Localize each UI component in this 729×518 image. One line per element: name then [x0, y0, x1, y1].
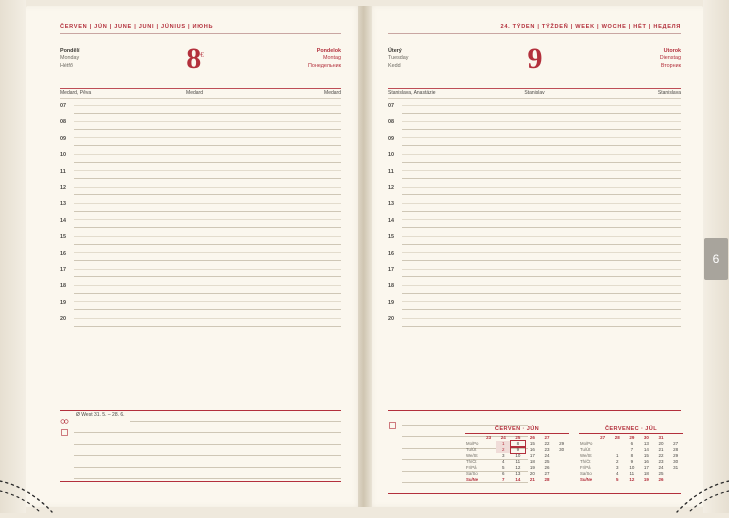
hour-line [402, 145, 681, 146]
half-hour-line [74, 154, 341, 155]
hour-line [402, 244, 681, 245]
hour-row[interactable]: 08 [60, 118, 341, 134]
half-hour-line [74, 105, 341, 106]
note-line [74, 467, 341, 468]
nameday-row-left: Medard, Pěva Medard Medard [60, 90, 341, 96]
hour-line [74, 194, 341, 195]
hour-row[interactable]: 12 [60, 184, 341, 200]
mini-row: Th/Čt 2 9 16 23 30 [580, 459, 679, 464]
hour-row[interactable]: 11 [60, 168, 341, 184]
mini-row: Fr/Pá 3 10 17 24 31 [580, 465, 679, 470]
hour-line [402, 326, 681, 327]
note-line [130, 421, 341, 422]
header-language-strip-left: ČERVEN | JÚN | JUNE | JUNI | JÚNIUS | ИЮНЬ [60, 24, 214, 30]
mini-calendar-title: ČERVEN · JÚN [465, 426, 569, 434]
hour-line [402, 211, 681, 212]
sunrise-row [60, 413, 341, 424]
hour-row[interactable]: 09 [388, 135, 681, 151]
month-thumb-tab[interactable] [704, 238, 728, 280]
hour-line [402, 194, 681, 195]
hour-row[interactable]: 13 [60, 200, 341, 216]
half-hour-line [402, 187, 681, 188]
book-gutter [358, 6, 372, 507]
half-hour-line [402, 219, 681, 220]
hour-line [402, 276, 681, 277]
hour-line [74, 326, 341, 327]
weekday-names-left-col-right-page: Úterý Tuesday Kedd [388, 48, 409, 69]
hour-row[interactable]: 07 [60, 102, 341, 118]
hour-line [402, 309, 681, 310]
mini-calendar-table [579, 435, 683, 483]
footer-rule-top-left [60, 410, 341, 411]
mini-row: Mo/Po 6 13 20 27 [580, 441, 679, 446]
header-rule-left [60, 33, 341, 34]
notepad-icon [60, 424, 69, 433]
mini-row-sunday: Su/Ne 5 12 19 26 [580, 477, 664, 482]
half-hour-line [402, 318, 681, 319]
note-row[interactable] [60, 470, 341, 481]
hour-row[interactable]: 09 [60, 135, 341, 151]
hour-line [74, 309, 341, 310]
hour-line [402, 260, 681, 261]
mini-calendars [465, 426, 683, 483]
half-hour-line [74, 252, 341, 253]
hour-line [402, 178, 681, 179]
half-hour-line [402, 137, 681, 138]
mini-row: Sa/So 6 13 20 27 [466, 471, 550, 476]
hour-line [74, 244, 341, 245]
hour-row[interactable]: 18 [60, 282, 341, 298]
hour-line [74, 145, 341, 146]
mini-row: Tu/Út 2 9 16 23 30 [466, 447, 565, 452]
hour-line [402, 293, 681, 294]
half-hour-line [74, 170, 341, 171]
mini-row: Tu/Út 7 14 21 28 [580, 447, 679, 452]
mini-row: Fr/Pá 5 12 19 26 [466, 465, 550, 470]
half-hour-line [74, 187, 341, 188]
nameday-row-right: Stanislava, Anastázie Stanislav Stanislava [388, 90, 681, 96]
mini-row: We/St 3 10 17 24 [466, 453, 550, 458]
hour-row[interactable]: 07 [388, 102, 681, 118]
note-row[interactable] [60, 436, 341, 447]
hour-line [74, 129, 341, 130]
hour-line [74, 113, 341, 114]
hour-row[interactable]: 16 [60, 250, 341, 266]
hour-line [402, 162, 681, 163]
mini-row: Sa/So 4 11 18 25 [580, 471, 664, 476]
half-hour-line [74, 285, 341, 286]
hour-grid-right [388, 102, 681, 331]
hour-line [402, 113, 681, 114]
half-hour-line [402, 154, 681, 155]
half-hour-line [74, 269, 341, 270]
names-rule-top-right [388, 88, 681, 89]
hour-row[interactable]: 20 [60, 315, 341, 331]
hour-row[interactable]: 16 [388, 250, 681, 266]
half-hour-line [74, 236, 341, 237]
hour-line [402, 129, 681, 130]
half-hour-line [402, 105, 681, 106]
names-rule-bottom-right [388, 98, 681, 99]
hour-line [402, 227, 681, 228]
hour-row[interactable]: 15 [60, 233, 341, 249]
weekday-names-right: Utorok Dienstag Вторник [659, 48, 681, 69]
corner-dots-left [0, 479, 60, 513]
corner-dots-right [669, 479, 729, 513]
half-hour-line [402, 203, 681, 204]
mini-calendar-table [465, 435, 569, 483]
note-line [74, 432, 341, 433]
mini-calendar-june[interactable] [465, 426, 569, 483]
hour-line [74, 260, 341, 261]
note-line [74, 478, 341, 479]
hour-line [74, 178, 341, 179]
cover-edge-left [0, 0, 26, 513]
hour-row[interactable]: 14 [388, 217, 681, 233]
footer-rule-bottom-left [60, 481, 341, 482]
hour-row[interactable]: 13 [388, 200, 681, 216]
weekday-names-right-col-left-page: Pondelok Montag Понедельник [308, 48, 341, 69]
page-left [26, 6, 363, 507]
mini-calendar-title: ČERVENEC · JÚL [579, 426, 683, 434]
hour-line [74, 211, 341, 212]
sun-icon [60, 413, 69, 422]
names-rule-bottom-left [60, 98, 341, 99]
note-line [74, 444, 341, 445]
hour-row[interactable]: 15 [388, 233, 681, 249]
half-hour-line [74, 301, 341, 302]
half-hour-line [402, 301, 681, 302]
footer-rule-top-right [388, 410, 681, 411]
half-hour-line [402, 252, 681, 253]
note-row[interactable] [60, 424, 341, 435]
notepad-icon [388, 417, 397, 426]
note-row[interactable] [60, 447, 341, 458]
month-thumb-label: 6 [712, 252, 720, 266]
note-row[interactable] [60, 459, 341, 470]
hour-row[interactable]: 17 [60, 266, 341, 282]
hour-line [74, 293, 341, 294]
mini-row: Th/Čt 4 11 18 25 [466, 459, 550, 464]
hour-row[interactable]: 11 [388, 168, 681, 184]
hour-grid-left [60, 102, 341, 331]
weekday-names-left: Pondělí Monday Hétfő [60, 48, 80, 69]
footer-notes-left [60, 413, 341, 481]
half-hour-line [74, 121, 341, 122]
mini-week-numbers: 27 28 29 30 31 [600, 435, 664, 440]
mini-row-sunday: Su/Ne 7 14 21 28 [466, 477, 550, 482]
half-hour-line [74, 318, 341, 319]
mini-calendar-july[interactable] [579, 426, 683, 483]
hour-row[interactable]: 20 [388, 315, 681, 331]
day-number-left: 8€ [186, 42, 203, 75]
hour-row[interactable]: 08 [388, 118, 681, 134]
half-hour-line [402, 269, 681, 270]
half-hour-line [402, 236, 681, 237]
mini-row: Mo/Po 1 8 15 22 29 [466, 441, 565, 446]
page-right [366, 6, 703, 507]
hour-line [74, 162, 341, 163]
note-line [74, 455, 341, 456]
hour-line [74, 276, 341, 277]
mini-row: We/St 1 8 15 22 29 [580, 453, 679, 458]
hour-row[interactable]: 10 [60, 151, 341, 167]
half-hour-line [74, 137, 341, 138]
sunrise-text: Ø West 31. 5. – 28. 6. [76, 412, 125, 418]
mini-week-numbers: 23 24 25 26 27 [486, 435, 550, 440]
hour-row[interactable]: 19 [388, 299, 681, 315]
header-week-strip-right: 24. TÝDEN | TÝŽDEŇ | WEEK | WOCHE | HÉT | НЕДЕЛЯ [500, 24, 681, 30]
half-hour-line [74, 203, 341, 204]
hour-row[interactable]: 14 [60, 217, 341, 233]
hour-row[interactable]: 18 [388, 282, 681, 298]
half-hour-line [402, 285, 681, 286]
half-hour-line [402, 121, 681, 122]
hour-row[interactable]: 10 [388, 151, 681, 167]
hour-row[interactable]: 12 [388, 184, 681, 200]
hour-line [74, 227, 341, 228]
header-rule-right [388, 33, 681, 34]
footer-rule-bottom-right [388, 493, 681, 494]
names-rule-top-left [60, 88, 341, 89]
day-number-right: 9 [527, 42, 542, 75]
day-superscript: € [200, 51, 203, 59]
half-hour-line [402, 170, 681, 171]
hour-row[interactable]: 17 [388, 266, 681, 282]
half-hour-line [74, 219, 341, 220]
hour-row[interactable]: 19 [60, 299, 341, 315]
